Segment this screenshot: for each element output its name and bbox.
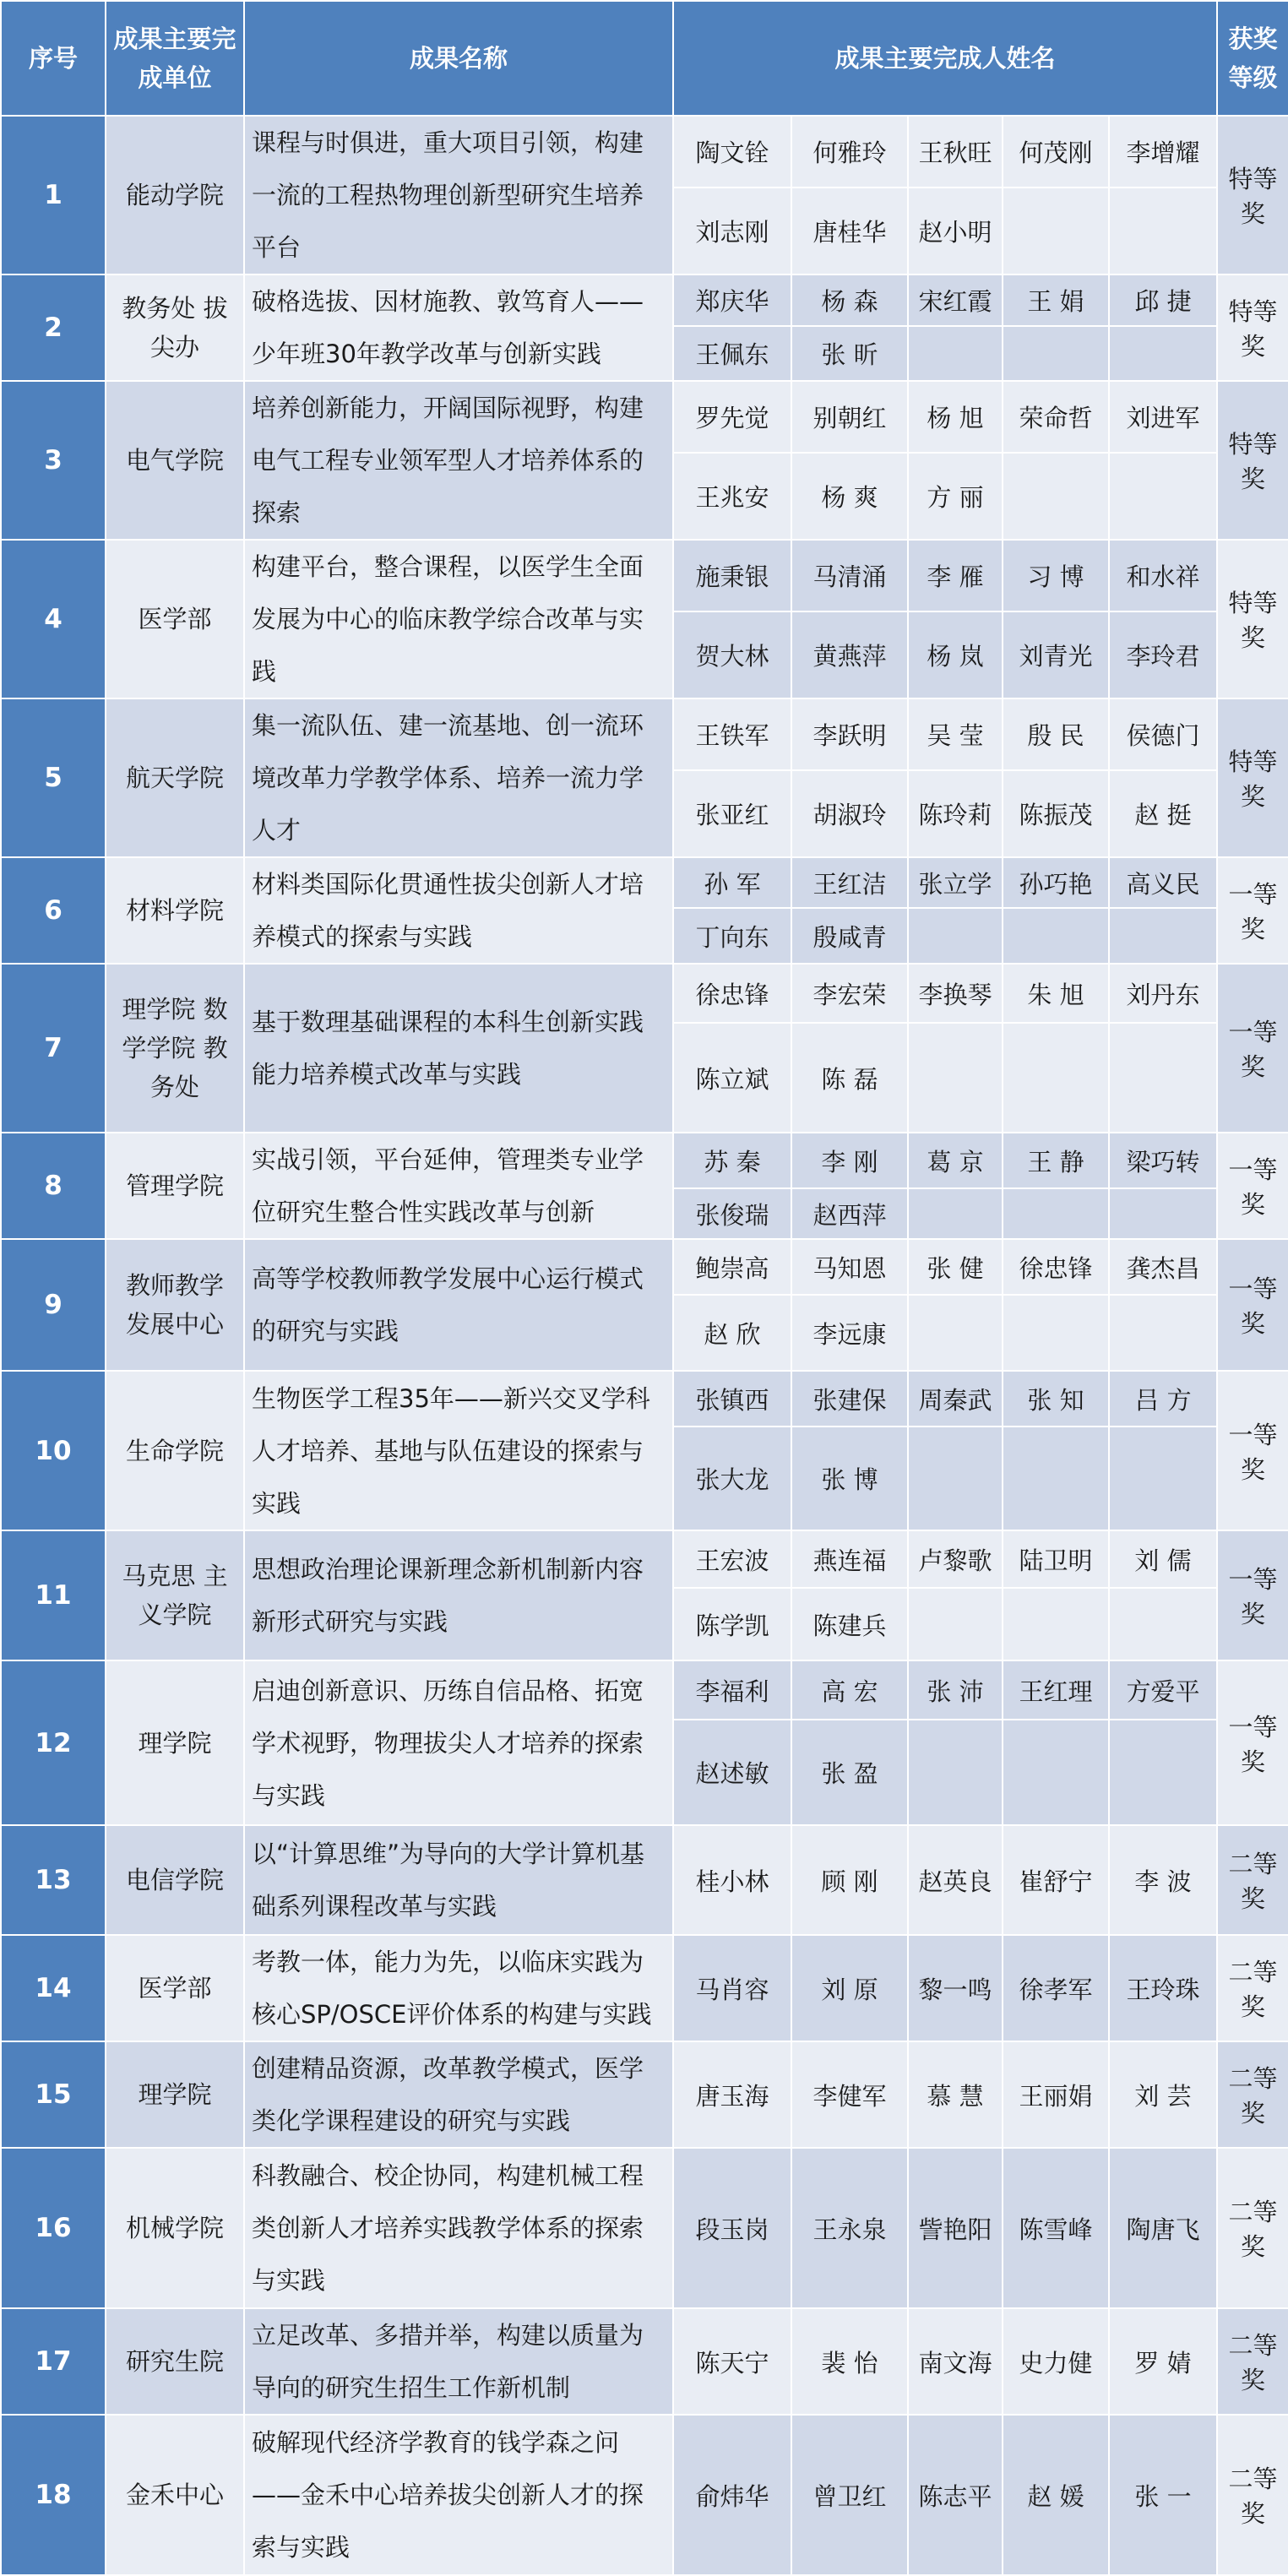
person-name: 徐忠锋 bbox=[1003, 1239, 1109, 1295]
row-title: 实战引领，平台延伸，管理类专业学位研究生整合性实践改革与创新 bbox=[244, 1133, 673, 1239]
row-award: 特等奖 bbox=[1217, 381, 1288, 540]
person-name: 方爱平 bbox=[1109, 1660, 1217, 1720]
person-name: 刘 儒 bbox=[1109, 1530, 1217, 1588]
person-name: 陈建兵 bbox=[791, 1588, 908, 1660]
row-unit: 理学院 bbox=[106, 2041, 244, 2148]
row-index: 16 bbox=[1, 2148, 106, 2308]
person-name: 陈志平 bbox=[908, 2415, 1003, 2575]
person-name: 赵 挺 bbox=[1109, 770, 1217, 857]
row-title: 材料类国际化贯通性拔尖创新人才培养模式的探索与实践 bbox=[244, 857, 673, 964]
person-name bbox=[1003, 908, 1109, 964]
row-unit: 管理学院 bbox=[106, 1133, 244, 1239]
person-name: 高义民 bbox=[1109, 857, 1217, 908]
person-name: 刘志刚 bbox=[673, 187, 791, 274]
row-title: 以“计算思维”为导向的大学计算机基础系列课程改革与实践 bbox=[244, 1825, 673, 1935]
row-index: 13 bbox=[1, 1825, 106, 1935]
person-name: 苏 秦 bbox=[673, 1133, 791, 1188]
row-award: 特等奖 bbox=[1217, 540, 1288, 698]
person-name: 陈学凯 bbox=[673, 1588, 791, 1660]
table-row bbox=[1, 2415, 1288, 2575]
person-name: 赵 欣 bbox=[673, 1295, 791, 1371]
person-name: 张镇西 bbox=[673, 1371, 791, 1427]
person-name: 顾 刚 bbox=[791, 1825, 908, 1935]
row-title: 破解现代经济学教育的钱学森之问——金禾中心培养拔尖创新人才的探索与实践 bbox=[244, 2415, 673, 2575]
person-name: 崔舒宁 bbox=[1003, 1825, 1109, 1935]
person-name: 杨 森 bbox=[791, 274, 908, 326]
person-name: 徐孝军 bbox=[1003, 1935, 1109, 2041]
row-unit: 马克思 主义学院 bbox=[106, 1530, 244, 1660]
person-name: 方 丽 bbox=[908, 453, 1003, 540]
table-row bbox=[1, 1239, 1288, 1295]
row-award: 二等奖 bbox=[1217, 2308, 1288, 2415]
row-index: 17 bbox=[1, 2308, 106, 2415]
row-title: 破格选拔、因材施教、敦笃育人——少年班30年教学改革与创新实践 bbox=[244, 274, 673, 381]
person-name: 殷咸青 bbox=[791, 908, 908, 964]
row-title: 考教一体，能力为先，以临床实践为核心SP/OSCE评价体系的构建与实践 bbox=[244, 1935, 673, 2041]
row-title: 集一流队伍、建一流基地、创一流环境改革力学教学体系、培养一流力学人才 bbox=[244, 698, 673, 857]
person-name: 张 知 bbox=[1003, 1371, 1109, 1427]
person-name: 何茂刚 bbox=[1003, 116, 1109, 187]
person-name: 周秦武 bbox=[908, 1371, 1003, 1427]
row-unit: 电气学院 bbox=[106, 381, 244, 540]
person-name: 胡淑玲 bbox=[791, 770, 908, 857]
person-name: 王宏波 bbox=[673, 1530, 791, 1588]
table-row bbox=[1, 1530, 1288, 1588]
header-award: 获奖等级 bbox=[1217, 1, 1288, 116]
person-name: 刘 原 bbox=[791, 1935, 908, 2041]
person-name bbox=[1109, 1295, 1217, 1371]
row-unit: 研究生院 bbox=[106, 2308, 244, 2415]
row-award: 特等奖 bbox=[1217, 274, 1288, 381]
row-unit: 医学部 bbox=[106, 1935, 244, 2041]
row-unit: 医学部 bbox=[106, 540, 244, 698]
person-name: 史力健 bbox=[1003, 2308, 1109, 2415]
person-name bbox=[1003, 1023, 1109, 1133]
row-index: 14 bbox=[1, 1935, 106, 2041]
person-name: 侯德门 bbox=[1109, 698, 1217, 770]
person-name: 燕连福 bbox=[791, 1530, 908, 1588]
row-award: 二等奖 bbox=[1217, 2415, 1288, 2575]
table-row bbox=[1, 274, 1288, 326]
person-name: 马肖容 bbox=[673, 1935, 791, 2041]
person-name: 别朝红 bbox=[791, 381, 908, 453]
row-index: 4 bbox=[1, 540, 106, 698]
row-unit: 材料学院 bbox=[106, 857, 244, 964]
person-name: 黎一鸣 bbox=[908, 1935, 1003, 2041]
person-name: 陈天宁 bbox=[673, 2308, 791, 2415]
header-index: 序号 bbox=[1, 1, 106, 116]
person-name: 赵小明 bbox=[908, 187, 1003, 274]
person-name: 唐桂华 bbox=[791, 187, 908, 274]
person-name: 李玲君 bbox=[1109, 611, 1217, 698]
person-name: 李跃明 bbox=[791, 698, 908, 770]
person-name: 张 健 bbox=[908, 1239, 1003, 1295]
person-name: 卢黎歌 bbox=[908, 1530, 1003, 1588]
row-title: 启迪创新意识、历练自信品格、拓宽学术视野，物理拔尖人才培养的探索与实践 bbox=[244, 1660, 673, 1825]
person-name: 杨 岚 bbox=[908, 611, 1003, 698]
person-name: 张 沛 bbox=[908, 1660, 1003, 1720]
person-name: 裴 怡 bbox=[791, 2308, 908, 2415]
person-name bbox=[1109, 326, 1217, 381]
person-name: 李换琴 bbox=[908, 964, 1003, 1023]
person-name: 孙 军 bbox=[673, 857, 791, 908]
row-title: 培养创新能力，开阔国际视野，构建电气工程专业领军型人才培养体系的探索 bbox=[244, 381, 673, 540]
person-name: 宋红霞 bbox=[908, 274, 1003, 326]
person-name: 张 昕 bbox=[791, 326, 908, 381]
person-name: 桂小林 bbox=[673, 1825, 791, 1935]
person-name: 郑庆华 bbox=[673, 274, 791, 326]
table-row bbox=[1, 2308, 1288, 2415]
person-name: 李 波 bbox=[1109, 1825, 1217, 1935]
row-title: 高等学校教师教学发展中心运行模式的研究与实践 bbox=[244, 1239, 673, 1371]
person-name: 殷 民 bbox=[1003, 698, 1109, 770]
person-name: 邱 捷 bbox=[1109, 274, 1217, 326]
person-name bbox=[1003, 453, 1109, 540]
person-name bbox=[1109, 1588, 1217, 1660]
row-index: 7 bbox=[1, 964, 106, 1133]
row-title: 思想政治理论课新理念新机制新内容新形式研究与实践 bbox=[244, 1530, 673, 1660]
person-name: 李宏荣 bbox=[791, 964, 908, 1023]
person-name: 赵 媛 bbox=[1003, 2415, 1109, 2575]
header-row bbox=[1, 1, 1288, 116]
header-title: 成果名称 bbox=[244, 1, 673, 116]
table-row bbox=[1, 857, 1288, 908]
person-name: 吕 方 bbox=[1109, 1371, 1217, 1427]
person-name bbox=[908, 1720, 1003, 1825]
person-name: 陶唐飞 bbox=[1109, 2148, 1217, 2308]
person-name: 王 静 bbox=[1003, 1133, 1109, 1188]
person-name: 李增耀 bbox=[1109, 116, 1217, 187]
row-index: 1 bbox=[1, 116, 106, 274]
person-name: 王永泉 bbox=[791, 2148, 908, 2308]
row-title: 课程与时俱进，重大项目引领，构建一流的工程热物理创新型研究生培养平台 bbox=[244, 116, 673, 274]
row-title: 创建精品资源，改革教学模式，医学类化学课程建设的研究与实践 bbox=[244, 2041, 673, 2148]
row-unit: 电信学院 bbox=[106, 1825, 244, 1935]
person-name: 张 一 bbox=[1109, 2415, 1217, 2575]
person-name bbox=[908, 326, 1003, 381]
person-name: 王秋旺 bbox=[908, 116, 1003, 187]
person-name: 张 盈 bbox=[791, 1720, 908, 1825]
header-unit: 成果主要完成单位 bbox=[106, 1, 244, 116]
row-index: 6 bbox=[1, 857, 106, 964]
person-name: 罗先觉 bbox=[673, 381, 791, 453]
person-name: 王佩东 bbox=[673, 326, 791, 381]
person-name: 马清涌 bbox=[791, 540, 908, 611]
person-name: 唐玉海 bbox=[673, 2041, 791, 2148]
person-name: 朱 旭 bbox=[1003, 964, 1109, 1023]
person-name: 龚杰昌 bbox=[1109, 1239, 1217, 1295]
person-name: 段玉岗 bbox=[673, 2148, 791, 2308]
person-name bbox=[1109, 187, 1217, 274]
person-name: 吴 莹 bbox=[908, 698, 1003, 770]
person-name: 陈 磊 bbox=[791, 1023, 908, 1133]
row-award: 二等奖 bbox=[1217, 2041, 1288, 2148]
person-name: 赵西萍 bbox=[791, 1188, 908, 1239]
person-name: 李 刚 bbox=[791, 1133, 908, 1188]
row-award: 一等奖 bbox=[1217, 1530, 1288, 1660]
person-name: 张亚红 bbox=[673, 770, 791, 857]
person-name: 王 娟 bbox=[1003, 274, 1109, 326]
person-name bbox=[908, 1295, 1003, 1371]
person-name: 张建保 bbox=[791, 1371, 908, 1427]
row-unit: 能动学院 bbox=[106, 116, 244, 274]
person-name: 张俊瑞 bbox=[673, 1188, 791, 1239]
person-name: 王铁军 bbox=[673, 698, 791, 770]
table-row bbox=[1, 1935, 1288, 2041]
row-award: 二等奖 bbox=[1217, 2148, 1288, 2308]
person-name: 张立学 bbox=[908, 857, 1003, 908]
person-name: 陈振茂 bbox=[1003, 770, 1109, 857]
row-unit: 金禾中心 bbox=[106, 2415, 244, 2575]
person-name: 赵述敏 bbox=[673, 1720, 791, 1825]
header-people: 成果主要完成人姓名 bbox=[673, 1, 1217, 116]
person-name: 马知恩 bbox=[791, 1239, 908, 1295]
person-name bbox=[1003, 1588, 1109, 1660]
person-name bbox=[1003, 1427, 1109, 1530]
row-award: 特等奖 bbox=[1217, 116, 1288, 274]
row-index: 12 bbox=[1, 1660, 106, 1825]
row-title: 生物医学工程35年——新兴交叉学科人才培养、基地与队伍建设的探索与实践 bbox=[244, 1371, 673, 1530]
row-award: 一等奖 bbox=[1217, 1133, 1288, 1239]
row-index: 3 bbox=[1, 381, 106, 540]
person-name: 陶文铨 bbox=[673, 116, 791, 187]
person-name: 徐忠锋 bbox=[673, 964, 791, 1023]
person-name: 陈玲莉 bbox=[908, 770, 1003, 857]
row-title: 立足改革、多措并举，构建以质量为导向的研究生招生工作新机制 bbox=[244, 2308, 673, 2415]
person-name bbox=[1109, 453, 1217, 540]
row-award: 二等奖 bbox=[1217, 1935, 1288, 2041]
person-name: 罗 婧 bbox=[1109, 2308, 1217, 2415]
row-index: 11 bbox=[1, 1530, 106, 1660]
person-name: 刘青光 bbox=[1003, 611, 1109, 698]
person-name: 李 雁 bbox=[908, 540, 1003, 611]
table-row bbox=[1, 381, 1288, 453]
person-name: 王红洁 bbox=[791, 857, 908, 908]
person-name bbox=[908, 1427, 1003, 1530]
row-award: 一等奖 bbox=[1217, 857, 1288, 964]
row-title: 基于数理基础课程的本科生创新实践能力培养模式改革与实践 bbox=[244, 964, 673, 1133]
person-name: 高 宏 bbox=[791, 1660, 908, 1720]
person-name: 杨 旭 bbox=[908, 381, 1003, 453]
person-name bbox=[1109, 1720, 1217, 1825]
row-index: 8 bbox=[1, 1133, 106, 1239]
person-name: 刘 芸 bbox=[1109, 2041, 1217, 2148]
person-name: 荣命哲 bbox=[1003, 381, 1109, 453]
person-name bbox=[908, 908, 1003, 964]
table-row bbox=[1, 1660, 1288, 1720]
row-title: 构建平台，整合课程，以医学生全面发展为中心的临床教学综合改革与实践 bbox=[244, 540, 673, 698]
table-row bbox=[1, 698, 1288, 770]
row-award: 二等奖 bbox=[1217, 1825, 1288, 1935]
row-unit: 生命学院 bbox=[106, 1371, 244, 1530]
row-unit: 教师教学 发展中心 bbox=[106, 1239, 244, 1371]
person-name: 鲍崇高 bbox=[673, 1239, 791, 1295]
person-name bbox=[1003, 326, 1109, 381]
row-index: 5 bbox=[1, 698, 106, 857]
person-name: 王红理 bbox=[1003, 1660, 1109, 1720]
person-name bbox=[908, 1188, 1003, 1239]
person-name: 黄燕萍 bbox=[791, 611, 908, 698]
person-name bbox=[1109, 1023, 1217, 1133]
person-name: 和水祥 bbox=[1109, 540, 1217, 611]
person-name: 丁向东 bbox=[673, 908, 791, 964]
row-index: 18 bbox=[1, 2415, 106, 2575]
row-unit: 理学院 数学学院 教务处 bbox=[106, 964, 244, 1133]
row-unit: 航天学院 bbox=[106, 698, 244, 857]
person-name: 王丽娟 bbox=[1003, 2041, 1109, 2148]
person-name bbox=[1109, 1427, 1217, 1530]
person-name: 南文海 bbox=[908, 2308, 1003, 2415]
row-award: 特等奖 bbox=[1217, 698, 1288, 857]
person-name bbox=[1109, 908, 1217, 964]
row-award: 一等奖 bbox=[1217, 964, 1288, 1133]
person-name bbox=[908, 1588, 1003, 1660]
table-row bbox=[1, 116, 1288, 187]
row-award: 一等奖 bbox=[1217, 1371, 1288, 1530]
person-name: 王兆安 bbox=[673, 453, 791, 540]
person-name: 陈雪峰 bbox=[1003, 2148, 1109, 2308]
person-name: 陈立斌 bbox=[673, 1023, 791, 1133]
person-name: 梁巧转 bbox=[1109, 1133, 1217, 1188]
row-unit: 教务处 拔尖办 bbox=[106, 274, 244, 381]
row-index: 15 bbox=[1, 2041, 106, 2148]
person-name: 陆卫明 bbox=[1003, 1530, 1109, 1588]
table-row bbox=[1, 1825, 1288, 1935]
person-name bbox=[1003, 187, 1109, 274]
person-name: 张大龙 bbox=[673, 1427, 791, 1530]
person-name: 李福利 bbox=[673, 1660, 791, 1720]
person-name: 贺大林 bbox=[673, 611, 791, 698]
person-name: 俞炜华 bbox=[673, 2415, 791, 2575]
table-row bbox=[1, 540, 1288, 611]
person-name: 刘进军 bbox=[1109, 381, 1217, 453]
person-name: 何雅玲 bbox=[791, 116, 908, 187]
person-name: 张 博 bbox=[791, 1427, 908, 1530]
person-name: 王玲珠 bbox=[1109, 1935, 1217, 2041]
person-name: 习 博 bbox=[1003, 540, 1109, 611]
person-name bbox=[1109, 1188, 1217, 1239]
person-name: 訾艳阳 bbox=[908, 2148, 1003, 2308]
person-name: 赵英良 bbox=[908, 1825, 1003, 1935]
table-row bbox=[1, 1133, 1288, 1188]
person-name bbox=[1003, 1720, 1109, 1825]
row-title: 科教融合、校企协同，构建机械工程类创新人才培养实践教学体系的探索与实践 bbox=[244, 2148, 673, 2308]
table-row bbox=[1, 2041, 1288, 2148]
person-name: 李远康 bbox=[791, 1295, 908, 1371]
person-name: 葛 京 bbox=[908, 1133, 1003, 1188]
table-row bbox=[1, 1371, 1288, 1427]
row-unit: 机械学院 bbox=[106, 2148, 244, 2308]
row-unit: 理学院 bbox=[106, 1660, 244, 1825]
row-award: 一等奖 bbox=[1217, 1660, 1288, 1825]
table-row bbox=[1, 2148, 1288, 2308]
person-name bbox=[1003, 1295, 1109, 1371]
row-award: 一等奖 bbox=[1217, 1239, 1288, 1371]
person-name: 慕 慧 bbox=[908, 2041, 1003, 2148]
person-name: 李健军 bbox=[791, 2041, 908, 2148]
person-name: 杨 爽 bbox=[791, 453, 908, 540]
person-name: 刘丹东 bbox=[1109, 964, 1217, 1023]
person-name: 曾卫红 bbox=[791, 2415, 908, 2575]
person-name bbox=[1003, 1188, 1109, 1239]
person-name bbox=[908, 1023, 1003, 1133]
row-index: 2 bbox=[1, 274, 106, 381]
person-name: 施秉银 bbox=[673, 540, 791, 611]
row-index: 9 bbox=[1, 1239, 106, 1371]
person-name: 孙巧艳 bbox=[1003, 857, 1109, 908]
row-index: 10 bbox=[1, 1371, 106, 1530]
table-row bbox=[1, 964, 1288, 1023]
